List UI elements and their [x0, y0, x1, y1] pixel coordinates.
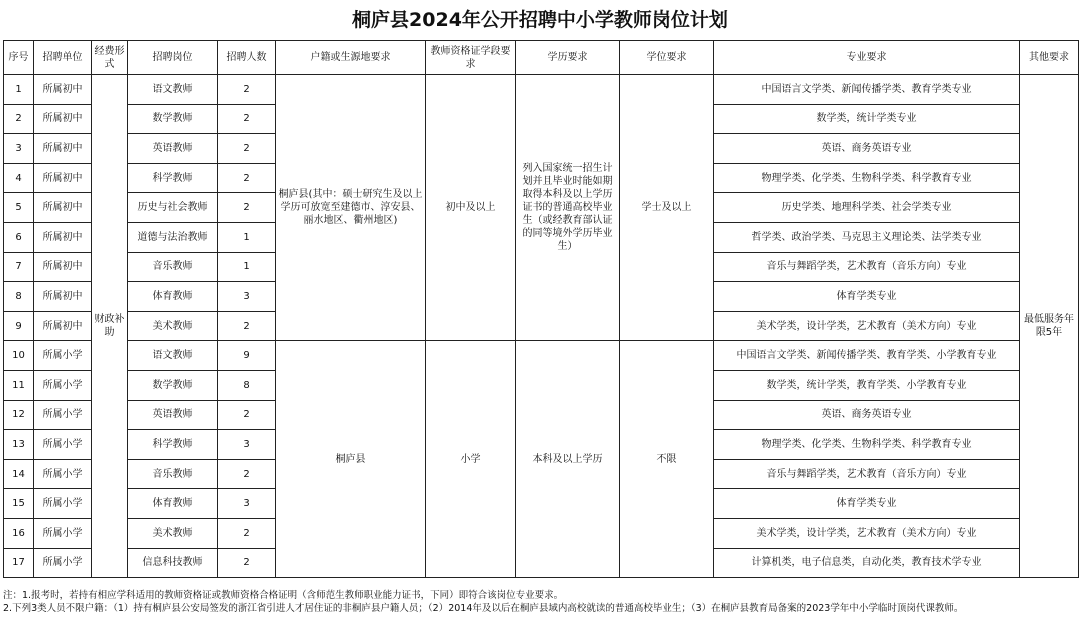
- position-name: 数学教师: [128, 370, 218, 400]
- headcount: 3: [218, 282, 276, 312]
- position-name: 音乐教师: [128, 252, 218, 282]
- footnote-1: 注：1.报考时，若持有相应学科适用的教师资格证或教师资格合格证明（含师范生教师职业能力证书，下同）即符合该岗位专业要求。: [3, 590, 564, 601]
- row-number: 4: [4, 163, 34, 193]
- row-number: 7: [4, 252, 34, 282]
- row-number: 11: [4, 370, 34, 400]
- row-number: 9: [4, 311, 34, 341]
- recruitment-table: [3, 40, 1079, 578]
- row-number: 10: [4, 341, 34, 371]
- position-name: 科学教师: [128, 163, 218, 193]
- major-requirement: 物理学类、化学类、生物科学类、科学教育专业: [714, 430, 1020, 460]
- position-name: 道德与法治教师: [128, 222, 218, 252]
- major-requirement: 历史学类、地理科学类、社会学类专业: [714, 193, 1020, 223]
- degree-requirement: 学士及以上: [620, 75, 714, 341]
- row-number: 1: [4, 75, 34, 105]
- recruiting-unit: 所属初中: [34, 282, 92, 312]
- recruiting-unit: 所属初中: [34, 222, 92, 252]
- header-row: [4, 41, 1079, 75]
- row-number: 5: [4, 193, 34, 223]
- header-cell: 学位要求: [620, 41, 714, 75]
- headcount: 9: [218, 341, 276, 371]
- row-number: 14: [4, 459, 34, 489]
- page-title: 桐庐县2024年公开招聘中小学教师岗位计划: [352, 9, 728, 31]
- position-name: 语文教师: [128, 341, 218, 371]
- headcount: 3: [218, 489, 276, 519]
- recruiting-unit: 所属小学: [34, 548, 92, 578]
- headcount: 2: [218, 518, 276, 548]
- recruiting-unit: 所属初中: [34, 75, 92, 105]
- header-cell: 招聘岗位: [128, 41, 218, 75]
- recruiting-unit: 所属小学: [34, 430, 92, 460]
- headcount: 1: [218, 222, 276, 252]
- position-name: 美术教师: [128, 518, 218, 548]
- major-requirement: 计算机类，电子信息类，自动化类，教育技术学专业: [714, 548, 1020, 578]
- position-name: 英语教师: [128, 400, 218, 430]
- recruiting-unit: 所属初中: [34, 104, 92, 134]
- headcount: 2: [218, 548, 276, 578]
- header-cell: 教师资格证学段要求: [426, 41, 516, 75]
- position-name: 体育教师: [128, 489, 218, 519]
- headcount: 2: [218, 104, 276, 134]
- footnotes: [3, 589, 1075, 615]
- position-name: 历史与社会教师: [128, 193, 218, 223]
- row-number: 6: [4, 222, 34, 252]
- header-cell: 经费形式: [92, 41, 128, 75]
- position-name: 体育教师: [128, 282, 218, 312]
- position-name: 科学教师: [128, 430, 218, 460]
- footnote-2: 2.下列3类人员不限户籍：（1）持有桐庐县公安局签发的浙江省引进人才居住证的非桐庐县户籍人员；（2）2014年及以后在桐庐县域内高校就读的普通高校毕业生；（3）在桐庐县教育局备案的2023学年中小学临时顶岗代课教师。: [3, 603, 964, 614]
- other-requirement: 最低服务年限5年: [1020, 75, 1079, 578]
- position-name: 音乐教师: [128, 459, 218, 489]
- position-name: 英语教师: [128, 134, 218, 164]
- education-requirement: 列入国家统一招生计划并且毕业时能如期取得本科及以上学历证书的普通高校毕业生（或经教育部认证的同等境外学历毕业生）: [516, 75, 620, 341]
- headcount: 2: [218, 193, 276, 223]
- recruiting-unit: 所属小学: [34, 518, 92, 548]
- recruiting-unit: 所属初中: [34, 163, 92, 193]
- header-cell: 学历要求: [516, 41, 620, 75]
- headcount: 2: [218, 400, 276, 430]
- headcount: 2: [218, 311, 276, 341]
- recruiting-unit: 所属初中: [34, 252, 92, 282]
- recruiting-unit: 所属小学: [34, 370, 92, 400]
- row-number: 16: [4, 518, 34, 548]
- header-cell: 序号: [4, 41, 34, 75]
- recruiting-unit: 所属小学: [34, 400, 92, 430]
- position-name: 语文教师: [128, 75, 218, 105]
- major-requirement: 美术学类，设计学类，艺术教育（美术方向）专业: [714, 518, 1020, 548]
- degree-requirement: 不限: [620, 341, 714, 578]
- major-requirement: 物理学类、化学类、生物科学类、科学教育专业: [714, 163, 1020, 193]
- row-number: 2: [4, 104, 34, 134]
- headcount: 2: [218, 75, 276, 105]
- certificate-requirement: 初中及以上: [426, 75, 516, 341]
- row-number: 13: [4, 430, 34, 460]
- major-requirement: 体育学类专业: [714, 489, 1020, 519]
- major-requirement: 英语、商务英语专业: [714, 134, 1020, 164]
- recruiting-unit: 所属小学: [34, 459, 92, 489]
- education-requirement: 本科及以上学历: [516, 341, 620, 578]
- funding-type: 财政补助: [92, 75, 128, 578]
- recruiting-unit: 所属初中: [34, 193, 92, 223]
- row-number: 3: [4, 134, 34, 164]
- headcount: 2: [218, 163, 276, 193]
- header-cell: 其他要求: [1020, 41, 1079, 75]
- major-requirement: 美术学类，设计学类，艺术教育（美术方向）专业: [714, 311, 1020, 341]
- major-requirement: 中国语言文学类、新闻传播学类、教育学类、小学教育专业: [714, 341, 1020, 371]
- major-requirement: 数学类，统计学类，教育学类、小学教育专业: [714, 370, 1020, 400]
- headcount: 2: [218, 459, 276, 489]
- headcount: 2: [218, 134, 276, 164]
- residence-requirement: 桐庐县: [276, 341, 426, 578]
- headcount: 1: [218, 252, 276, 282]
- recruiting-unit: 所属小学: [34, 489, 92, 519]
- header-cell: 户籍或生源地要求: [276, 41, 426, 75]
- position-name: 数学教师: [128, 104, 218, 134]
- row-number: 8: [4, 282, 34, 312]
- position-name: 信息科技教师: [128, 548, 218, 578]
- major-requirement: 哲学类、政治学类、马克思主义理论类、法学类专业: [714, 222, 1020, 252]
- header-cell: 专业要求: [714, 41, 1020, 75]
- headcount: 8: [218, 370, 276, 400]
- certificate-requirement: 小学: [426, 341, 516, 578]
- residence-requirement: 桐庐县(其中：硕士研究生及以上学历可放宽至建德市、淳安县、丽水地区、衢州地区): [276, 75, 426, 341]
- major-requirement: 英语、商务英语专业: [714, 400, 1020, 430]
- row-number: 17: [4, 548, 34, 578]
- recruiting-unit: 所属初中: [34, 134, 92, 164]
- position-name: 美术教师: [128, 311, 218, 341]
- recruiting-unit: 所属小学: [34, 341, 92, 371]
- table-row: [4, 75, 1079, 105]
- major-requirement: 音乐与舞蹈学类，艺术教育（音乐方向）专业: [714, 252, 1020, 282]
- header-cell: 招聘人数: [218, 41, 276, 75]
- major-requirement: 体育学类专业: [714, 282, 1020, 312]
- row-number: 15: [4, 489, 34, 519]
- headcount: 3: [218, 430, 276, 460]
- table-row: [4, 341, 1079, 371]
- major-requirement: 音乐与舞蹈学类，艺术教育（音乐方向）专业: [714, 459, 1020, 489]
- header-cell: 招聘单位: [34, 41, 92, 75]
- row-number: 12: [4, 400, 34, 430]
- major-requirement: 数学类，统计学类专业: [714, 104, 1020, 134]
- major-requirement: 中国语言文学类、新闻传播学类、教育学类专业: [714, 75, 1020, 105]
- recruiting-unit: 所属初中: [34, 311, 92, 341]
